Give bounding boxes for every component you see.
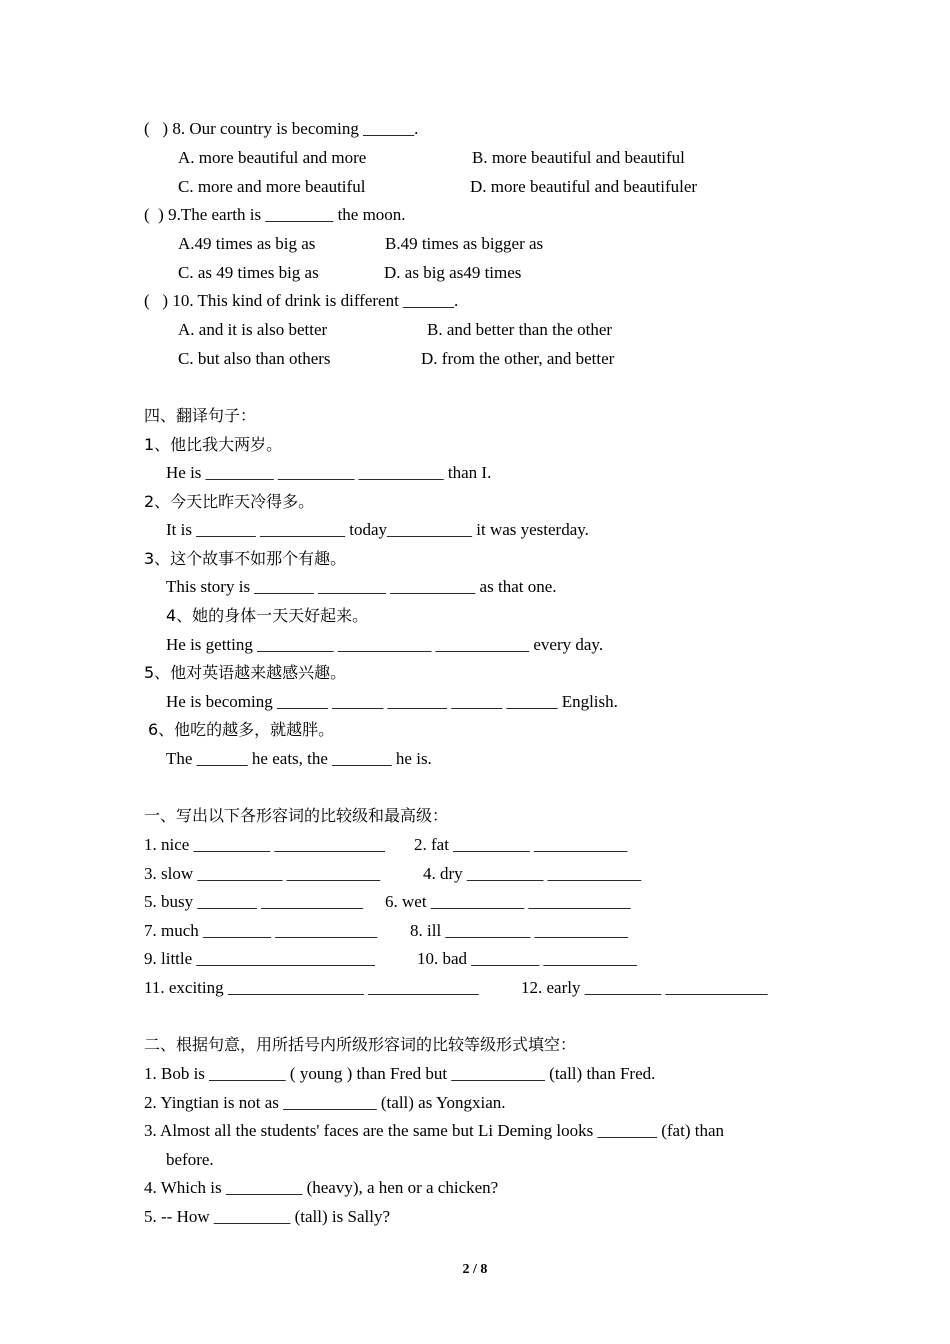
adj-row-1-right: 2. fat _________ ___________	[414, 835, 628, 854]
fill-question-5: 5. -- How _________ (tall) is Sally?	[144, 1207, 390, 1226]
translate-item-5-cn: 5、他对英语越来越感兴趣。	[144, 663, 347, 682]
q8-option-a: A. more beautiful and more	[178, 148, 367, 167]
fill-question-3: 3. Almost all the students' faces are the same but Li Deming looks _______ (fat) than	[144, 1121, 724, 1140]
translate-item-4-cn: 4、她的身体一天天好起来。	[166, 606, 369, 625]
q10-option-c: C. but also than others	[178, 349, 331, 368]
adj-row-4-right: 8. ill __________ ___________	[410, 921, 629, 940]
translate-item-6-en: The ______ he eats, the _______ he is.	[166, 749, 432, 768]
translate-item-3-cn: 3、这个故事不如那个有趣。	[144, 549, 347, 568]
translate-item-5-en: He is becoming ______ ______ _______ ______ ______ English.	[166, 692, 618, 711]
fill-question-1: 1. Bob is _________ ( young ) than Fred but ___________ (tall) than Fred.	[144, 1064, 656, 1083]
section1-heading: 一、写出以下各形容词的比较级和最高级：	[144, 806, 449, 825]
page-number: 2 / 8	[462, 1262, 488, 1277]
q10-option-d: D. from the other, and better	[421, 349, 615, 368]
translate-item-4-en: He is getting _________ ___________ ___________ every day.	[166, 635, 604, 654]
translate-item-3-en: This story is _______ ________ __________ as that one.	[166, 577, 557, 596]
adj-row-5-right: 10. bad ________ ___________	[417, 949, 638, 968]
q9-option-d: D. as big as49 times	[384, 263, 522, 282]
fill-question-4: 4. Which is _________ (heavy), a hen or a chicken?	[144, 1178, 499, 1197]
q9-option-b: B.49 times as bigger as	[385, 234, 544, 253]
q8-option-d: D. more beautiful and beautifuler	[470, 177, 698, 196]
adj-row-3-right: 6. wet ___________ ____________	[385, 892, 631, 911]
q8-option-b: B. more beautiful and beautiful	[472, 148, 685, 167]
q8-stem: ( ) 8. Our country is becoming ______.	[144, 119, 419, 138]
q9-option-c: C. as 49 times big as	[178, 263, 319, 282]
translate-heading: 四、翻译句子：	[144, 406, 257, 425]
q10-option-b: B. and better than the other	[427, 320, 613, 339]
adj-row-2-left: 3. slow __________ ___________	[144, 864, 381, 883]
q10-stem: ( ) 10. This kind of drink is different ______.	[144, 291, 459, 310]
translate-item-1-en: He is ________ _________ __________ than I.	[166, 463, 492, 482]
q10-option-a: A. and it is also better	[178, 320, 328, 339]
fill-question-3-continued: before.	[166, 1150, 214, 1169]
adj-row-3-left: 5. busy _______ ____________	[144, 892, 364, 911]
adj-row-4-left: 7. much ________ ____________	[144, 921, 378, 940]
adj-row-5-left: 9. little _____________________	[144, 949, 375, 968]
translate-item-6-cn: 6、他吃的越多，就越胖。	[148, 720, 335, 739]
fill-question-2: 2. Yingtian is not as ___________ (tall) as Yongxian.	[144, 1093, 506, 1112]
translate-item-2-en: It is _______ __________ today__________ it was yesterday.	[166, 520, 589, 539]
q9-stem: ( ) 9.The earth is ________ the moon.	[144, 205, 406, 224]
q9-option-a: A.49 times as big as	[178, 234, 316, 253]
adj-row-2-right: 4. dry _________ ___________	[423, 864, 642, 883]
adj-row-6-right: 12. early _________ ____________	[521, 978, 768, 997]
adj-row-1-left: 1. nice _________ _____________	[144, 835, 385, 854]
adj-row-6-left: 11. exciting ________________ _____________	[144, 978, 479, 997]
q8-option-c: C. more and more beautiful	[178, 177, 366, 196]
translate-item-1-cn: 1、他比我大两岁。	[144, 435, 283, 454]
translate-item-2-cn: 2、今天比昨天冷得多。	[144, 492, 315, 511]
section2-heading: 二、根据句意，用所括号内所级形容词的比较等级形式填空：	[144, 1035, 577, 1054]
